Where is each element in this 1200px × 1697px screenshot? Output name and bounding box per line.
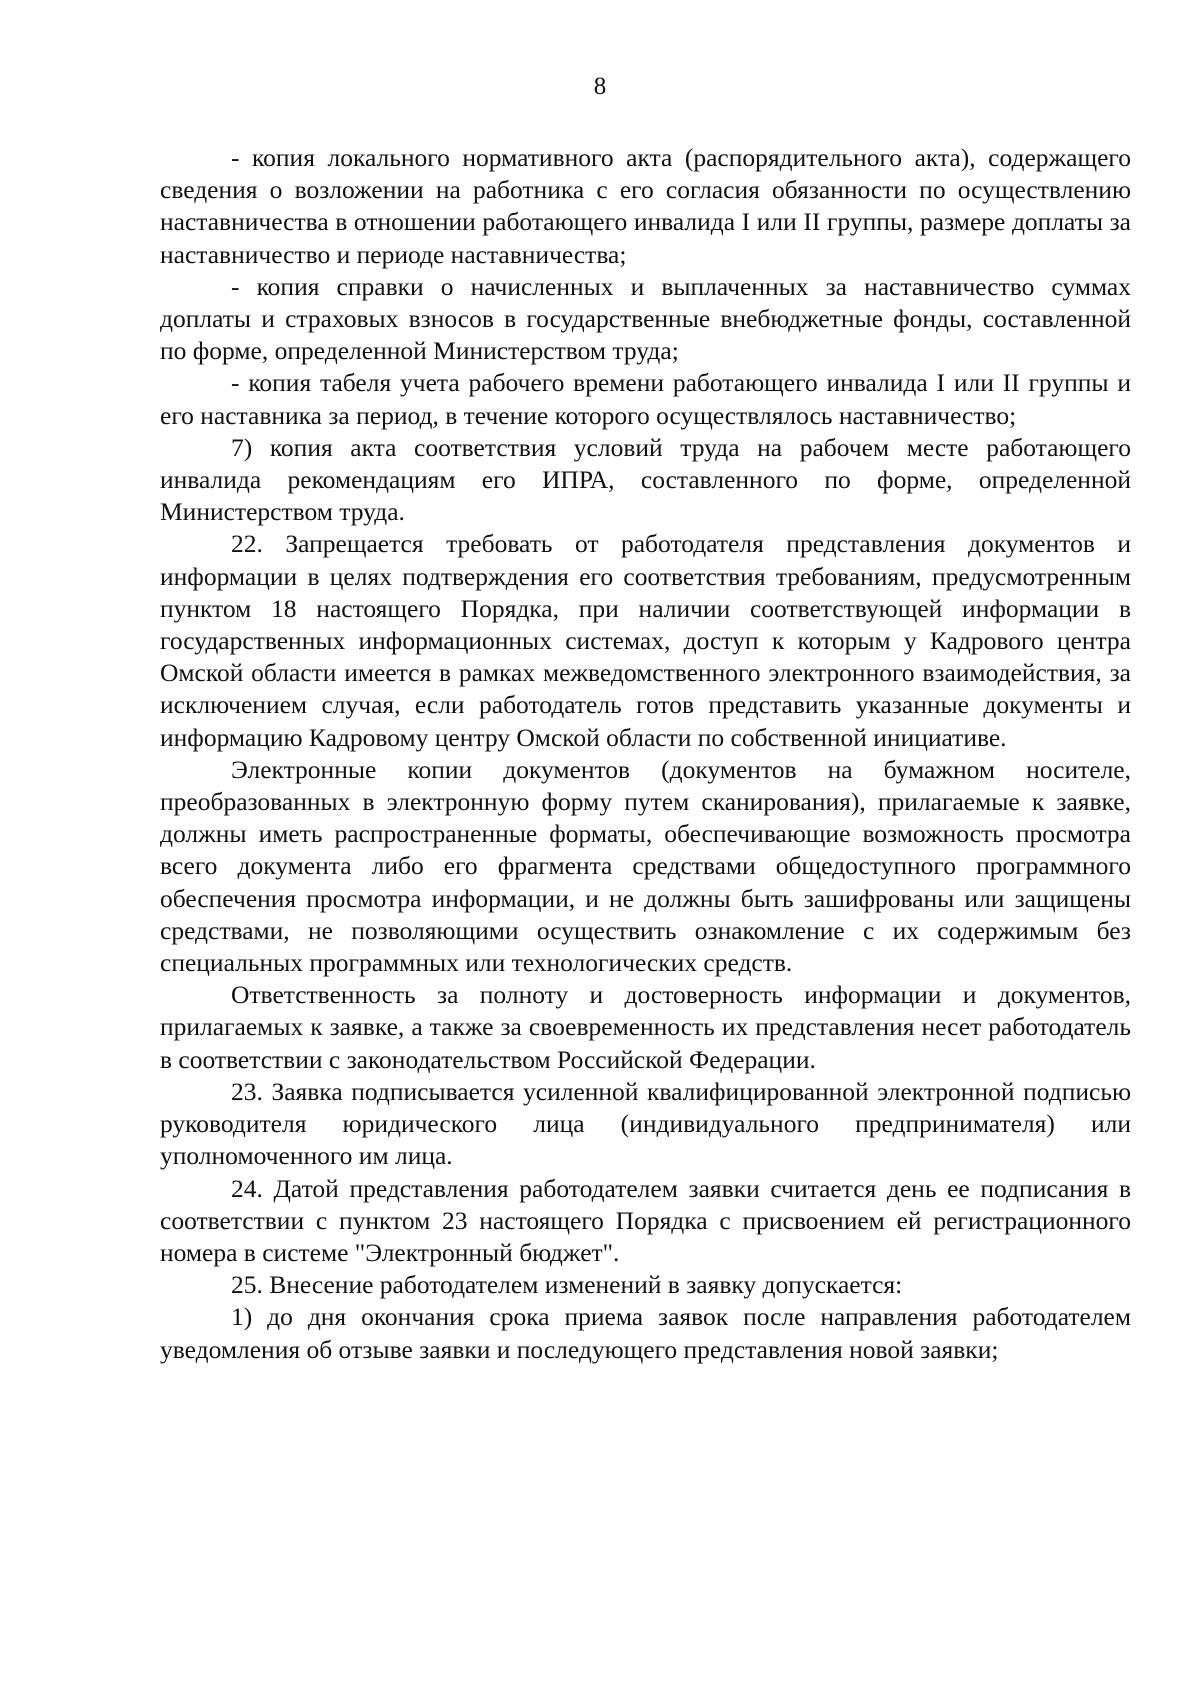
paragraph-electronic-copies: Электронные копии документов (документов на бумажном носителе, преобразованных в электронную форму путем сканирования), прилагаемые к заявке, должны иметь распространенные форматы, обеспечивающие возможность просмотра всего документа либо его фрагмента средствами общедоступного программного обеспечения просмотра информации, и не должны быть зашифрованы или защищены средствами, не позволяющими осуществить ознакомление с их содержимым без специальных программных или технологических средств. [160,754,1131,978]
document-body [160,142,1131,1366]
paragraph-timesheet-copy: - копия табеля учета рабочего времени работающего инвалида I или II группы и его наставника за период, в течение которого осуществлялось наставничество; [160,368,1131,430]
paragraph-responsibility: Ответственность за полноту и достоверность информации и документов, прилагаемых к заявке, а также за своевременность их представления несет работодатель в соответствии с законодательством Российской Федерации. [160,980,1131,1074]
paragraph-clause-25: 25. Внесение работодателем изменений в заявку допускается: [231,1270,903,1300]
paragraph-mentor-order-copy: - копия локального нормативного акта (распорядительного акта), содержащего сведения о возложении на работника с его согласия обязанности по осуществлению наставничества в отношении работающего инвалида I или II группы, размере доплаты за наставничество и периоде наставничества; [160,143,1131,269]
paragraph-item-7: 7) копия акта соответствия условий труда на рабочем месте работающего инвалида рекомендациям его ИПРА, составленного по форме, определенной Министерством труда. [160,432,1131,527]
paragraph-payment-certificate-copy: - копия справки о начисленных и выплаченных за наставничество суммах доплаты и страховых взносов в государственные внебюджетные фонды, составленной по форме, определенной Министерством труда; [160,271,1131,366]
paragraph-clause-22: 22. Запрещается требовать от работодателя представления документов и информации в целях подтверждения его соответствия требованиям, предусмотренным пунктом 18 настоящего Порядка, при наличии соответствующей информации в государственных информационных системах, доступ к которым у Кадрового центра Омской области имеется в рамках межведомственного электронного взаимодействия, за исключением случая, если работодатель готов представить указанные документы и информацию Кадровому центру Омской области по собственной инициативе. [160,529,1131,752]
paragraph-clause-25-item-1: 1) до дня окончания срока приема заявок после направления работодателем уведомления об отзыве заявки и последующего представления новой заявки; [160,1302,1131,1364]
page-number: 8 [593,73,607,100]
paragraph-clause-24: 24. Датой представления работодателем заявки считается день ее подписания в соответствии с пунктом 23 настоящего Порядка с присвоением ей регистрационного номера в системе "Электронный бюджет". [160,1173,1131,1267]
paragraph-clause-23: 23. Заявка подписывается усиленной квалифицированной электронной подписью руководителя юридического лица (индивидуального предпринимателя) или уполномоченного им лица. [160,1076,1131,1171]
